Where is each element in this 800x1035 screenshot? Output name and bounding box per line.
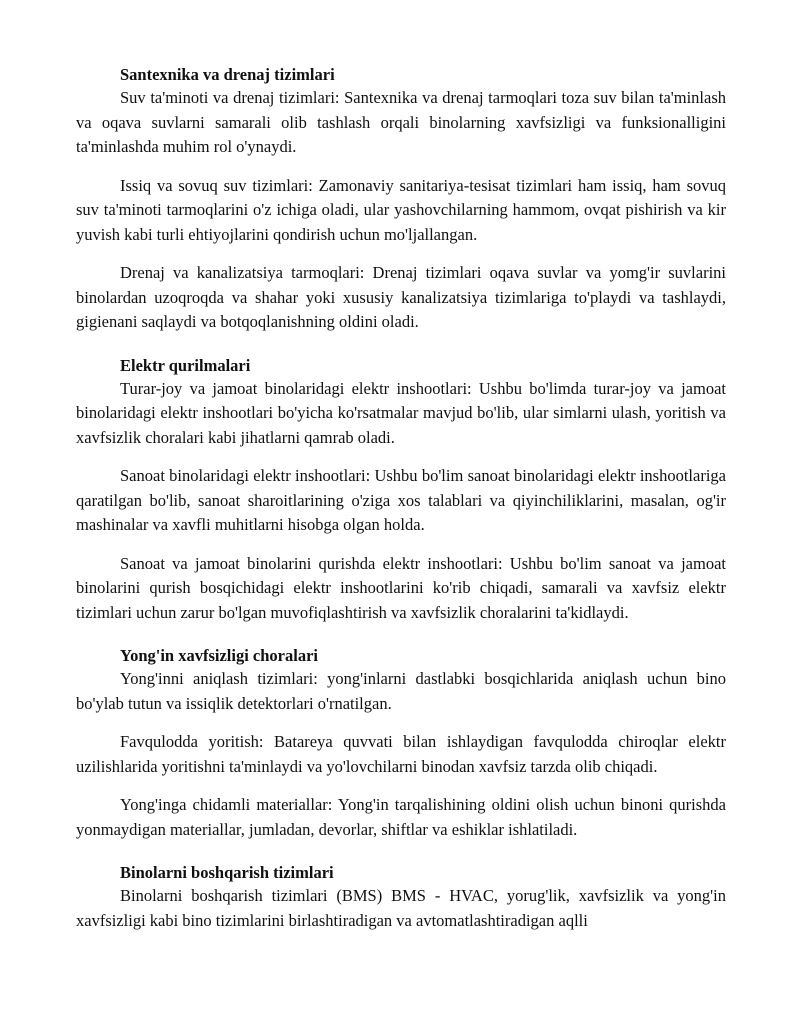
paragraph: Sanoat binolaridagi elektr inshootlari: Ushbu bo'lim sanoat binolaridagi elektr inshootlariga qaratilgan bo'lib, sanoat sharoitlarining o'ziga xos talablari va qiyinchiliklarini, masalan, og'ir mashinalar va xavfli muhitlarni hisobga olgan holda. (76, 466, 726, 534)
paragraph: Suv ta'minoti va drenaj tizimlari: Santexnika va drenaj tarmoqlari toza suv bilan ta'minlash va oqava suvlarni samarali olib tashlash orqali binolarning xavfsizligi va funksionalligini ta'minlashda muhim rol o'ynaydi. (76, 88, 726, 156)
paragraph: Binolarni boshqarish tizimlari (BMS) BMS - HVAC, yorug'lik, xavfsizlik va yong'in xavfsizligi kabi bino tizimlarini birlashtiradigan va avtomatlashtiradigan aqlli (76, 886, 726, 930)
section-heading: Binolarni boshqarish tizimlari (120, 863, 334, 882)
section-fire-safety (76, 645, 726, 842)
section-building-management (76, 862, 726, 933)
paragraph: Sanoat va jamoat binolarini qurishda elektr inshootlari: Ushbu bo'lim sanoat va jamoat binolarini qurish bosqichidagi elektr inshootlarini ko'rib chiqadi, samarali va xavfsiz elektr tizimlari uchun zarur bo'lgan muvofiqlashtirish va xavfsizlik choralarini ta'kidlaydi. (76, 553, 726, 622)
paragraph: Yong'inga chidamli materiallar: Yong'in tarqalishining oldini olish uchun binoni qurishda yonmaydigan materiallar, jumladan, devorlar, shiftlar va eshiklar ishlatiladi. (76, 795, 726, 839)
section-electrical (76, 355, 726, 626)
paragraph: Drenaj va kanalizatsiya tarmoqlari: Drenaj tizimlari oqava suvlar va yomg'ir suvlarini binolardan uzoqroqda va shahar yoki xususiy kanalizatsiya tizimlariga to'playdi va tashlaydi, gigienani saqlaydi va botqoqlanishning oldini oladi. (76, 263, 726, 331)
section-heading: Elektr qurilmalari (120, 355, 251, 375)
section-plumbing (76, 64, 726, 335)
paragraph: Favqulodda yoritish: Batareya quvvati bilan ishlaydigan favqulodda chiroqlar elektr uzilishlarida yoritishni ta'minlaydi va yo'lovchilarni binodan xavfsiz tarzda olib chiqadi. (76, 732, 726, 776)
section-heading: Santexnika va drenaj tizimlari (120, 65, 335, 84)
paragraph: Issiq va sovuq suv tizimlari: Zamonaviy sanitariya-tesisat tizimlari ham issiq, ham sovuq suv ta'minoti tarmoqlarini o'z ichiga oladi, ular yashovchilarning hammom, ovqat pishirish va kir yuvish kabi turli ehtiyojlarini qondirish uchun mo'ljallangan. (76, 175, 726, 244)
paragraph: Turar-joy va jamoat binolaridagi elektr inshootlari: Ushbu bo'limda turar-joy va jamoat binolaridagi elektr inshootlari bo'yicha ko'rsatmalar mavjud bo'lib, ular simlarni ulash, yoritish va xavfsizlik choralari kabi jihatlarni qamrab oladi. (76, 378, 726, 447)
paragraph: Yong'inni aniqlash tizimlari: yong'inlarni dastlabki bosqichlarida aniqlash uchun bino bo'ylab tutun va issiqlik detektorlari o'rnatilgan. (76, 669, 726, 713)
section-heading: Yong'in xavfsizligi choralari (120, 646, 318, 665)
document-page (76, 64, 726, 933)
